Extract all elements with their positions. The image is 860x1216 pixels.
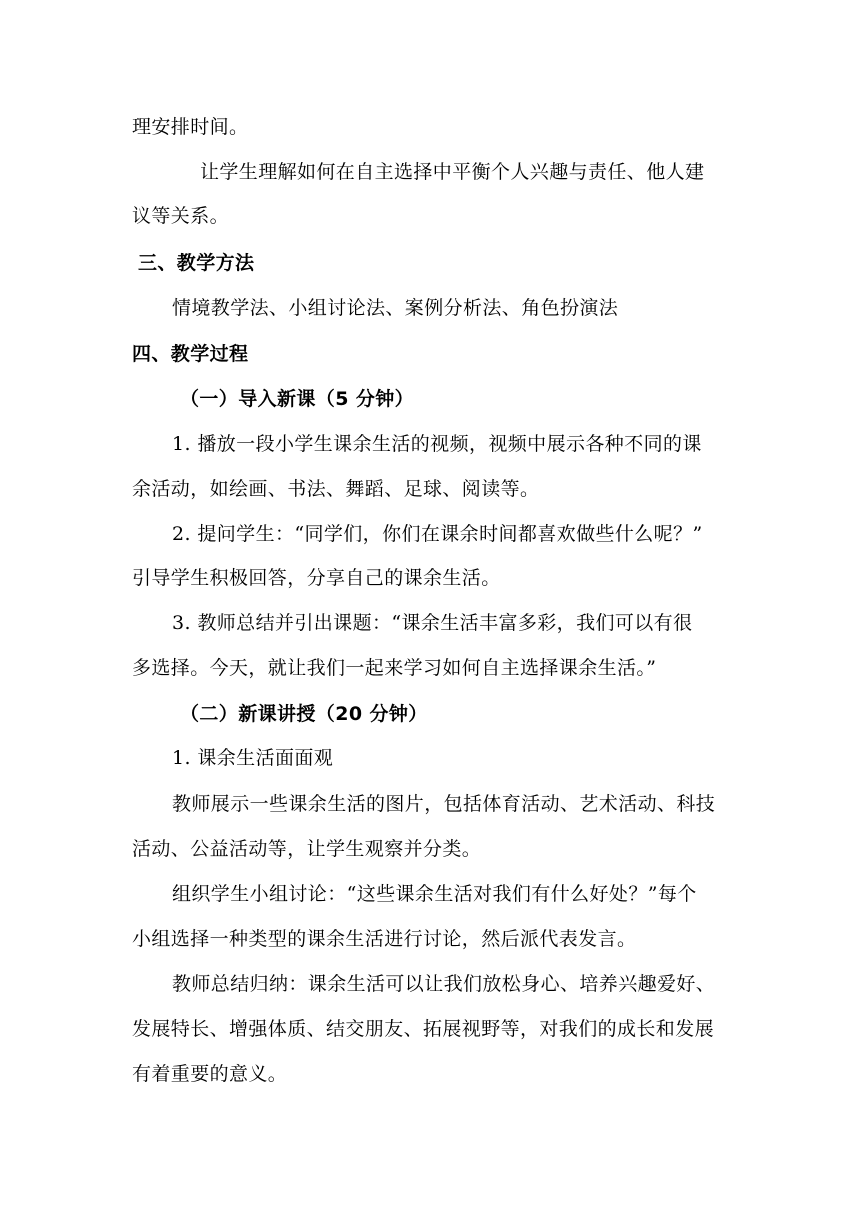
paragraph-line: 1. 播放一段小学生课余生活的视频，视频中展示各种不同的课 [172, 433, 702, 455]
paragraph-line: 让学生理解如何在自主选择中平衡个人兴趣与责任、他人建 [200, 161, 705, 183]
paragraph-line: 有着重要的意义。 [132, 1063, 288, 1085]
paragraph-line: 引导学生积极回答，分享自己的课余生活。 [132, 567, 501, 589]
paragraph-line: 多选择。今天，就让我们一起来学习如何自主选择课余生活。” [132, 657, 657, 679]
section-heading: 三、教学方法 [138, 252, 255, 274]
paragraph-line: 小组选择一种类型的课余生活进行讨论，然后派代表发言。 [132, 928, 637, 950]
paragraph-line: 情境教学法、小组讨论法、案例分析法、角色扮演法 [172, 297, 619, 319]
paragraph-line: 1. 课余生活面面观 [172, 747, 334, 769]
subsection-heading: （一）导入新课（5 分钟） [180, 388, 415, 410]
paragraph-line: 组织学生小组讨论：“这些课余生活对我们有什么好处？”每个 [172, 883, 697, 905]
paragraph-line: 活动、公益活动等，让学生观察并分类。 [132, 838, 482, 860]
paragraph-line: 3. 教师总结并引出课题：“课余生活丰富多彩，我们可以有很 [172, 612, 693, 634]
paragraph-line: 教师展示一些课余生活的图片，包括体育活动、艺术活动、科技 [172, 793, 716, 815]
paragraph-line: 余活动，如绘画、书法、舞蹈、足球、阅读等。 [132, 478, 540, 500]
section-heading: 四、教学过程 [132, 343, 249, 365]
paragraph-line: 教师总结归纳：课余生活可以让我们放松身心、培养兴趣爱好、 [172, 973, 716, 995]
paragraph-line: 理安排时间。 [132, 116, 249, 138]
paragraph-line: 2. 提问学生：“同学们，你们在课余时间都喜欢做些什么呢？” [172, 523, 703, 545]
paragraph-line: 议等关系。 [132, 205, 230, 227]
paragraph-line: 发展特长、增强体质、结交朋友、拓展视野等，对我们的成长和发展 [132, 1018, 715, 1040]
subsection-heading: （二）新课讲授（20 分钟） [180, 703, 428, 725]
